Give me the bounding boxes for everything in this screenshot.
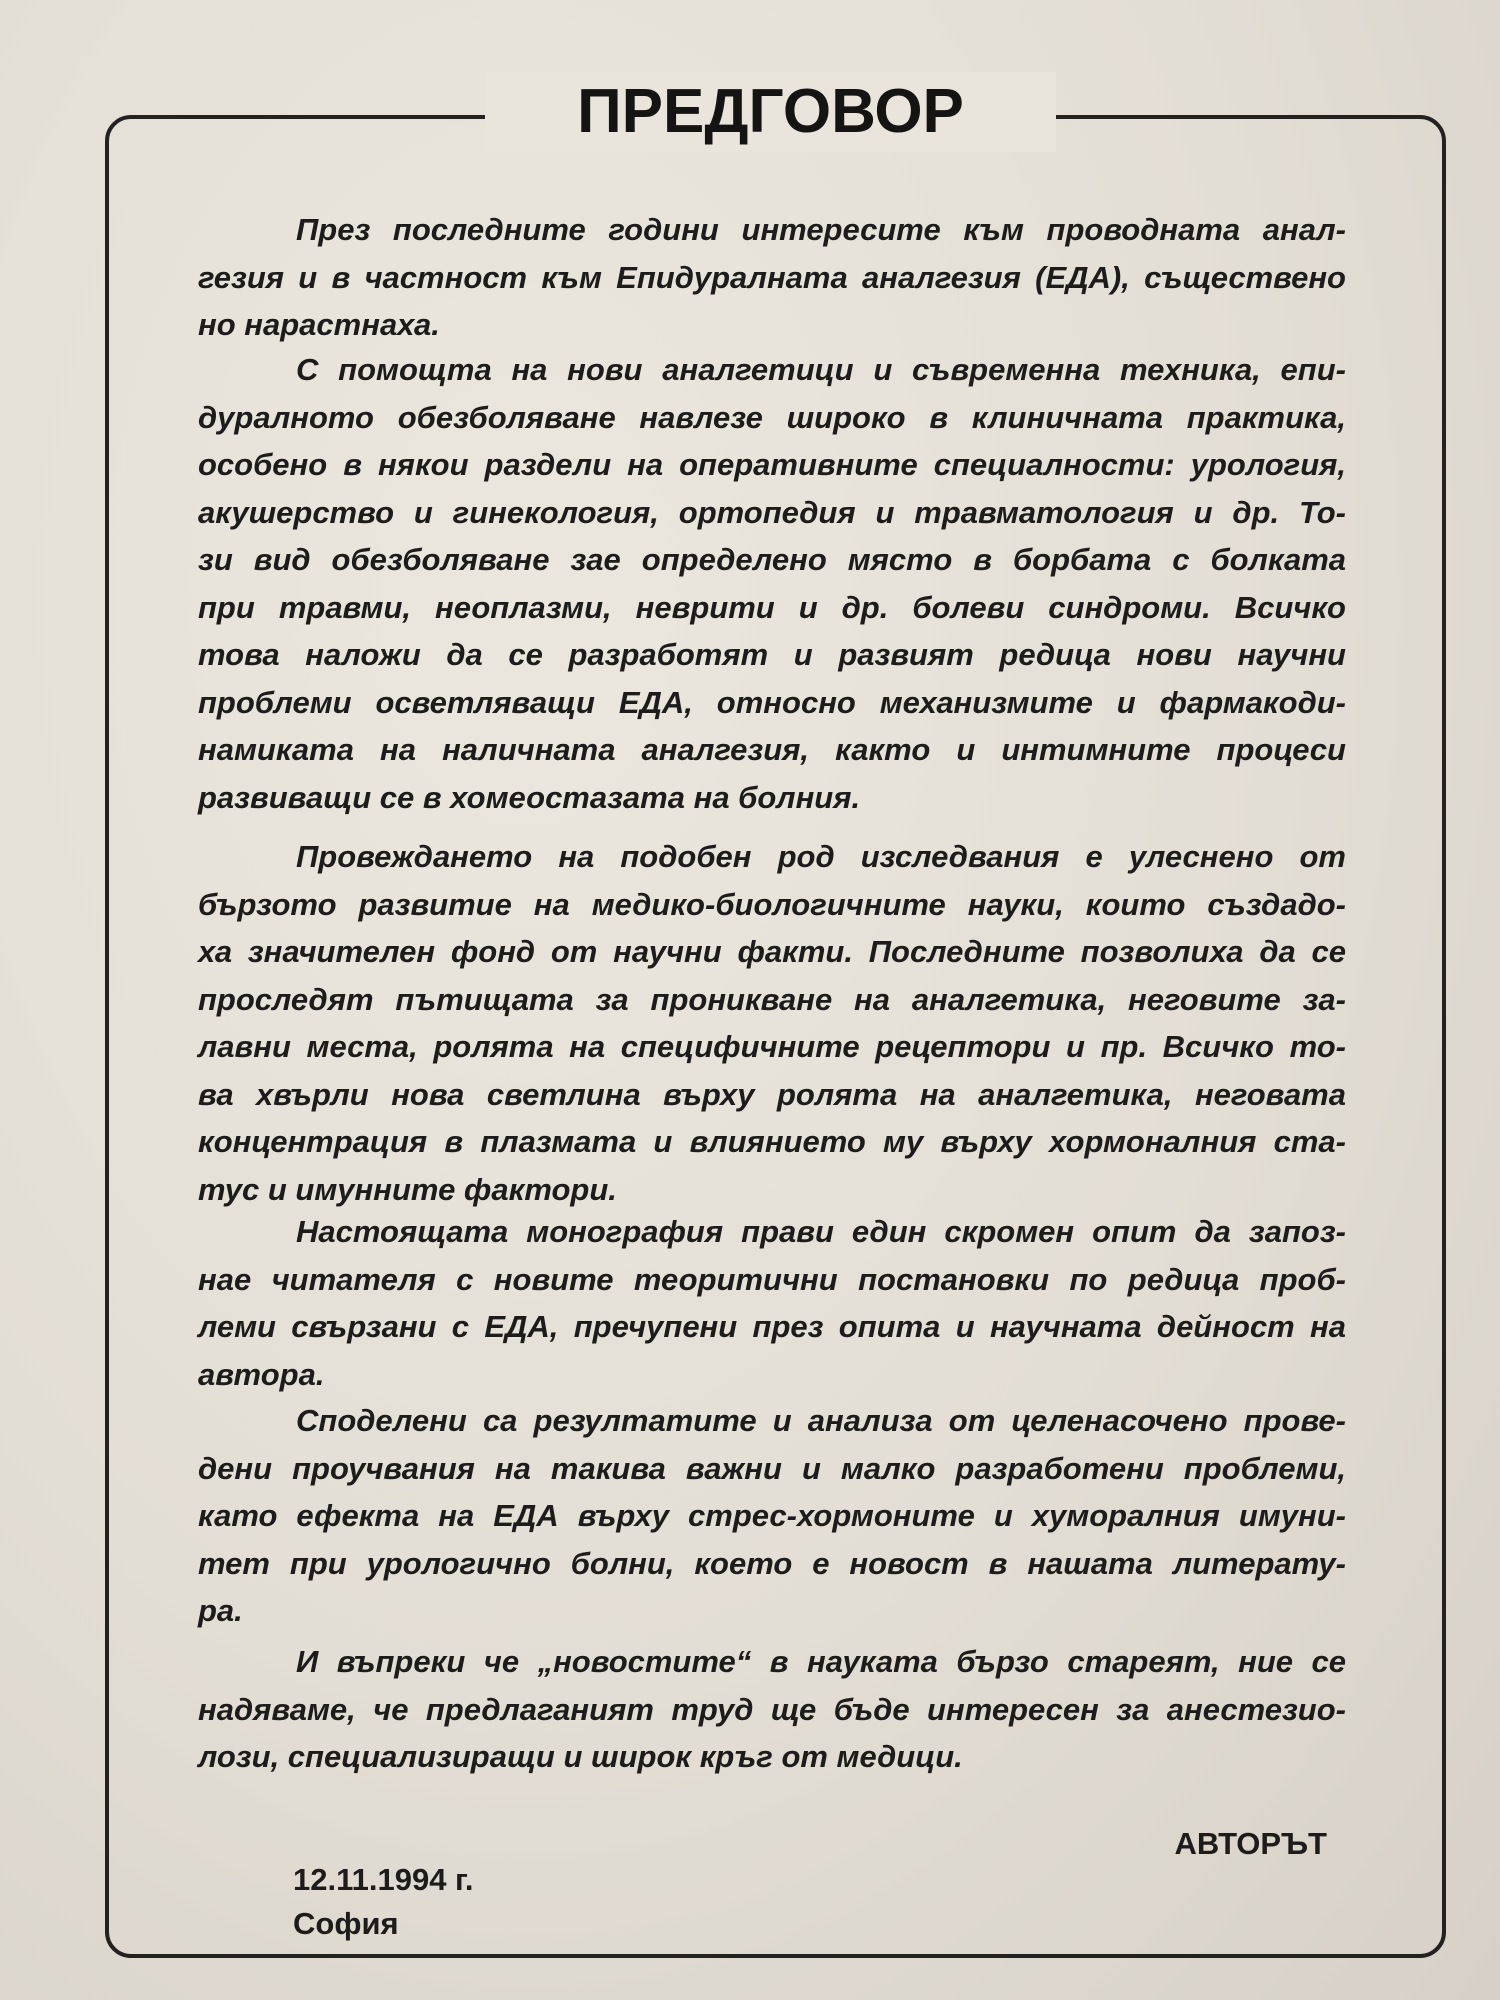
text-line: акушерство и гинекология, ортопедия и травматология и др. То- — [198, 494, 1346, 530]
text-line: ха значителен фонд от научни факти. Последните позволиха да се — [198, 934, 1346, 969]
text-line: През последните години интересите към проводната анал- — [296, 212, 1346, 247]
text-line: лози, специализиращи и широк кръг от медици. — [198, 1739, 963, 1774]
text-line: дени проучвания на такива важни и малко разработени проблеми, — [198, 1450, 1346, 1486]
text-line: като ефекта на ЕДА върху стрес-хормоните и хуморалния имуни- — [198, 1498, 1346, 1533]
signature-date: 12.11.1994 г. — [293, 1862, 474, 1897]
text-line: ра. — [198, 1593, 243, 1628]
text-line: надяваме, че предлаганият труд ще бъде интересен за анестезио- — [198, 1691, 1346, 1727]
paragraph — [198, 206, 1346, 349]
paragraph — [198, 1397, 1346, 1635]
paragraph — [198, 833, 1346, 1213]
text-line: тет при урологично болни, което е новост в нашата литерату- — [198, 1545, 1346, 1581]
text-line: дуралното обезболяване навлезе широко в клиничната практика, — [198, 399, 1346, 435]
text-line: при травми, неоплазми, неврити и др. болеви синдроми. Всичко — [198, 589, 1346, 625]
text-line: зи вид обезболяване зае определено място в борбата с болката — [198, 542, 1346, 577]
text-line: тус и имунните фактори. — [198, 1171, 617, 1207]
paragraph — [198, 1208, 1346, 1398]
text-line: това наложи да се разработят и развият редица нови научни — [198, 637, 1346, 672]
page-title: ПРЕДГОВОР — [485, 72, 1056, 152]
text-line: бързото развитие на медико-биологичните науки, които създадо- — [198, 886, 1346, 922]
paragraph — [198, 1638, 1346, 1781]
text-line: С помощта на нови аналгетици и съвременна техника, епи- — [296, 352, 1346, 387]
text-line: автора. — [198, 1356, 325, 1392]
text-line: проследят пътищата за проникване на аналгетика, неговите за- — [198, 981, 1346, 1017]
text-line: проблеми осветляващи ЕДА, относно механизмите и фармакоди- — [198, 684, 1346, 720]
text-line: нае читателя с новите теоритични постановки по редица проб- — [198, 1261, 1346, 1297]
signature-city: София — [293, 1906, 399, 1941]
text-line: И въпреки че „новостите“ в науката бързо стареят, ние се — [296, 1644, 1346, 1679]
text-line: намиката на наличната аналгезия, както и интимните процеси — [198, 732, 1346, 767]
text-line: но нарастнаха. — [198, 307, 440, 342]
text-line: леми свързани с ЕДА, пречупени през опита и научната дейност на — [198, 1309, 1346, 1344]
text-line: особено в някои раздели на оперативните специалности: урология, — [198, 447, 1346, 482]
text-line: лавни места, ролята на специфичните рецептори и пр. Всичко то- — [198, 1029, 1346, 1064]
text-line: развиващи се в хомеостазата на болния. — [198, 779, 861, 815]
text-line: Провеждането на подобен род изследвания е улеснено от — [296, 839, 1346, 874]
signature-author: АВТОРЪТ — [1174, 1826, 1327, 1861]
text-line: Настоящата монография прави един скромен опит да запоз- — [296, 1214, 1346, 1249]
paragraph — [198, 346, 1346, 821]
text-line: концентрация в плазмата и влиянието му върху хормоналния ста- — [198, 1124, 1346, 1159]
text-line: Споделени са резултатите и анализа от целенасочено прове- — [296, 1403, 1346, 1438]
text-line: гезия и в частност към Епидуралната аналгезия (ЕДА), същественo — [198, 259, 1346, 295]
text-line: ва хвърли нова светлина върху ролята на аналгетика, неговата — [198, 1076, 1346, 1112]
